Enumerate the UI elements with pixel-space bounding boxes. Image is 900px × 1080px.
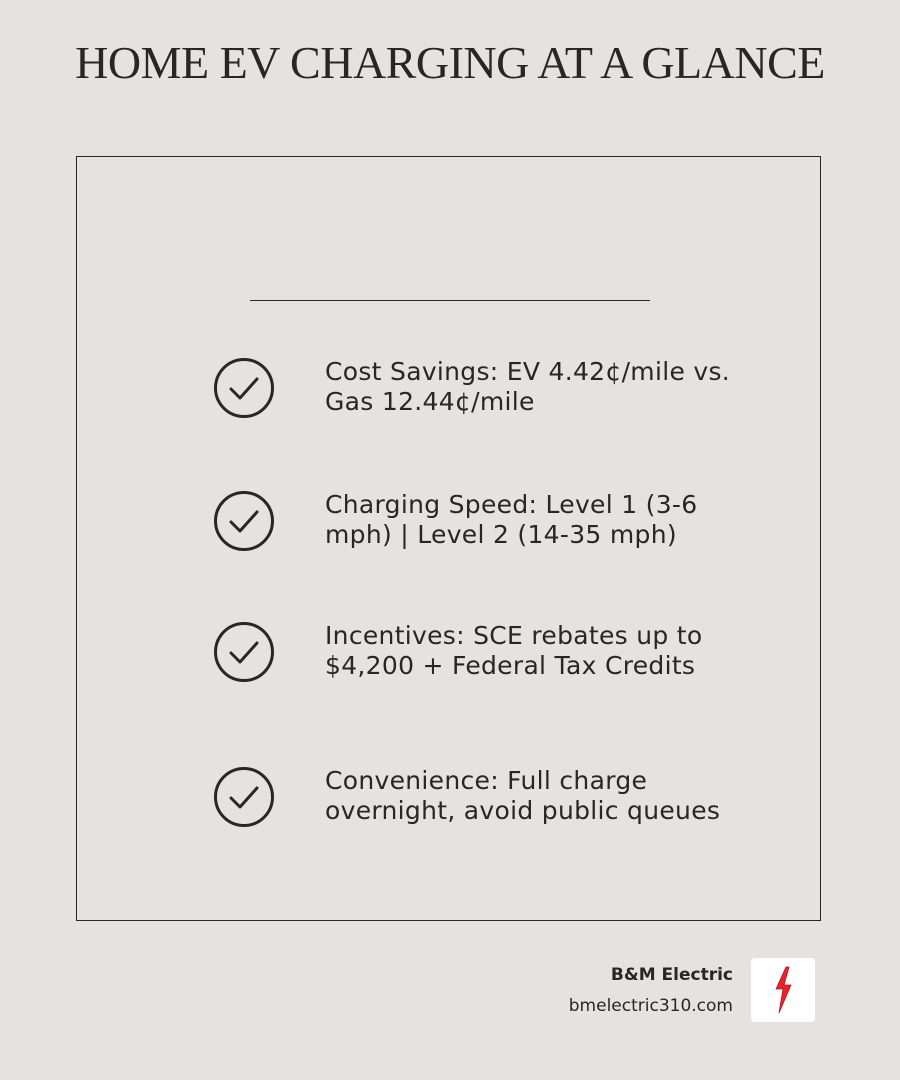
checklist-item-text: Cost Savings: EV 4.42¢/mile vs. Gas 12.44¢/mile: [325, 357, 731, 416]
website-link[interactable]: bmelectric310.com: [568, 996, 733, 1016]
lightning-bolt-icon: [770, 965, 796, 1015]
check-circle-icon: [213, 766, 275, 828]
checklist-item-text: Incentives: SCE rebates up to $4,200 + Federal Tax Credits: [325, 621, 703, 680]
check-circle-icon: [213, 357, 275, 419]
checklist-item-text: Charging Speed: Level 1 (3-6 mph) | Level 2 (14-35 mph): [325, 490, 698, 549]
checklist-item-text: Convenience: Full charge overnight, avoid public queues: [325, 766, 721, 825]
check-circle-icon: [213, 490, 275, 552]
info-card: [76, 156, 821, 921]
divider-line: [250, 300, 650, 301]
brand-logo: [751, 958, 815, 1022]
brand-name: B&M Electric: [610, 965, 733, 985]
check-circle-icon: [213, 621, 275, 683]
page-title: HOME EV CHARGING AT A GLANCE: [75, 37, 825, 88]
